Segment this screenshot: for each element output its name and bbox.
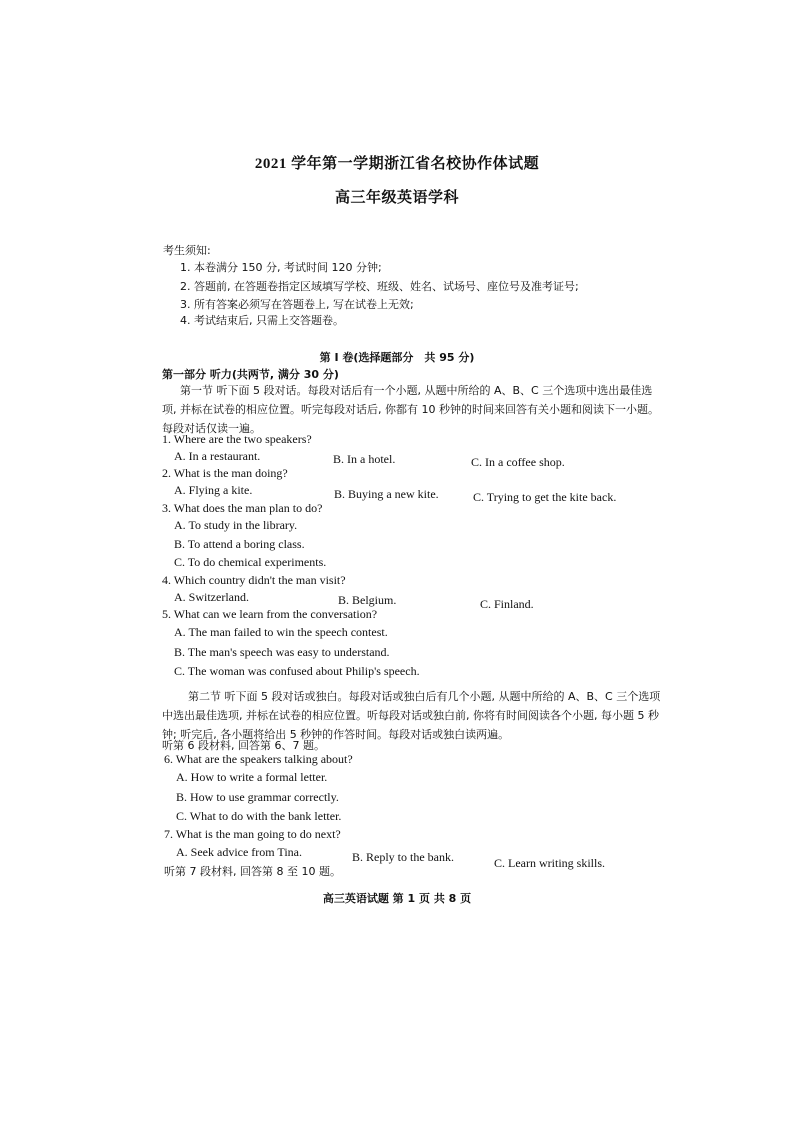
question-2: 2. What is the man doing? [162,466,288,480]
material-6-instruction: 听第 6 段材料, 回答第 6、7 题。 [162,739,325,752]
notice-heading: 考生须知: [163,244,211,257]
section1-intro: 第一节 听下面 5 段对话。每段对话后有一个小题, 从题中所给的 A、B、C 三个选项中选出最佳选项, 并标在试卷的相应位置。听完每段对话后, 你都有 10 秒钟的时间来回答有关小题和阅读下一小题。每段对话仅读一遍。 [162,384,659,435]
q1-option-a: A. In a restaurant. [174,449,261,463]
question-6: 6. What are the speakers talking about? [164,752,353,766]
material-7-instruction: 听第 7 段材料, 回答第 8 至 10 题。 [164,865,341,878]
part1-heading: 第一部分 听力(共两节, 满分 30 分) [162,368,339,381]
question-1: 1. Where are the two speakers? [162,432,312,446]
q5-option-b: B. The man's speech was easy to understand. [174,645,390,659]
q7-option-c: C. Learn writing skills. [494,856,605,870]
notice-item-1: 1. 本卷满分 150 分, 考试时间 120 分钟; [180,261,382,274]
notice-item-2: 2. 答题前, 在答题卷指定区域填写学校、班级、姓名、试场号、座位号及准考证号; [180,280,579,293]
q1-option-b: B. In a hotel. [333,452,396,466]
section2-intro: 第二节 听下面 5 段对话或独白。每段对话或独白后有几个小题, 从题中所给的 A、B、C 三个选项中选出最佳选项, 并标在试卷的相应位置。听每段对话或独白前, 你将有时间阅读各个小题, 每小题 5 秒钟; 听完后, 各小题将给出 5 秒钟的作答时间。每段对话或独白读两遍。 [162,690,661,741]
q6-option-c: C. What to do with the bank letter. [176,809,342,823]
q3-option-a: A. To study in the library. [174,518,298,532]
page-footer: 高三英语试题 第 1 页 共 8 页 [322,892,472,905]
q7-option-b: B. Reply to the bank. [352,850,454,864]
q6-option-a: A. How to write a formal letter. [176,770,328,784]
exam-subtitle: 高三年级英语学科 [334,190,459,206]
q2-option-c: C. Trying to get the kite back. [473,490,617,504]
volume-title: 第 I 卷(选择题部分 共 95 分) [319,351,475,364]
question-7: 7. What is the man going to do next? [164,827,341,841]
q5-option-c: C. The woman was confused about Philip's speech. [174,664,420,678]
q4-option-c: C. Finland. [480,597,534,611]
q4-option-b: B. Belgium. [338,593,397,607]
q5-option-a: A. The man failed to win the speech contest. [174,625,388,639]
question-4: 4. Which country didn't the man visit? [162,573,346,587]
q3-option-c: C. To do chemical experiments. [174,555,327,569]
q1-option-c: C. In a coffee shop. [471,455,565,469]
question-3: 3. What does the man plan to do? [162,501,323,515]
notice-item-3: 3. 所有答案必须写在答题卷上, 写在试卷上无效; [180,298,414,311]
q7-option-a: A. Seek advice from Tina. [176,845,302,859]
notice-item-4: 4. 考试结束后, 只需上交答题卷。 [180,314,344,327]
exam-title: 2021 学年第一学期浙江省名校协作体试题 [254,156,540,172]
q3-option-b: B. To attend a boring class. [174,537,305,551]
question-5: 5. What can we learn from the conversation? [162,607,378,621]
q2-option-a: A. Flying a kite. [174,483,253,497]
q2-option-b: B. Buying a new kite. [334,487,439,501]
q6-option-b: B. How to use grammar correctly. [176,790,339,804]
q4-option-a: A. Switzerland. [174,590,249,604]
